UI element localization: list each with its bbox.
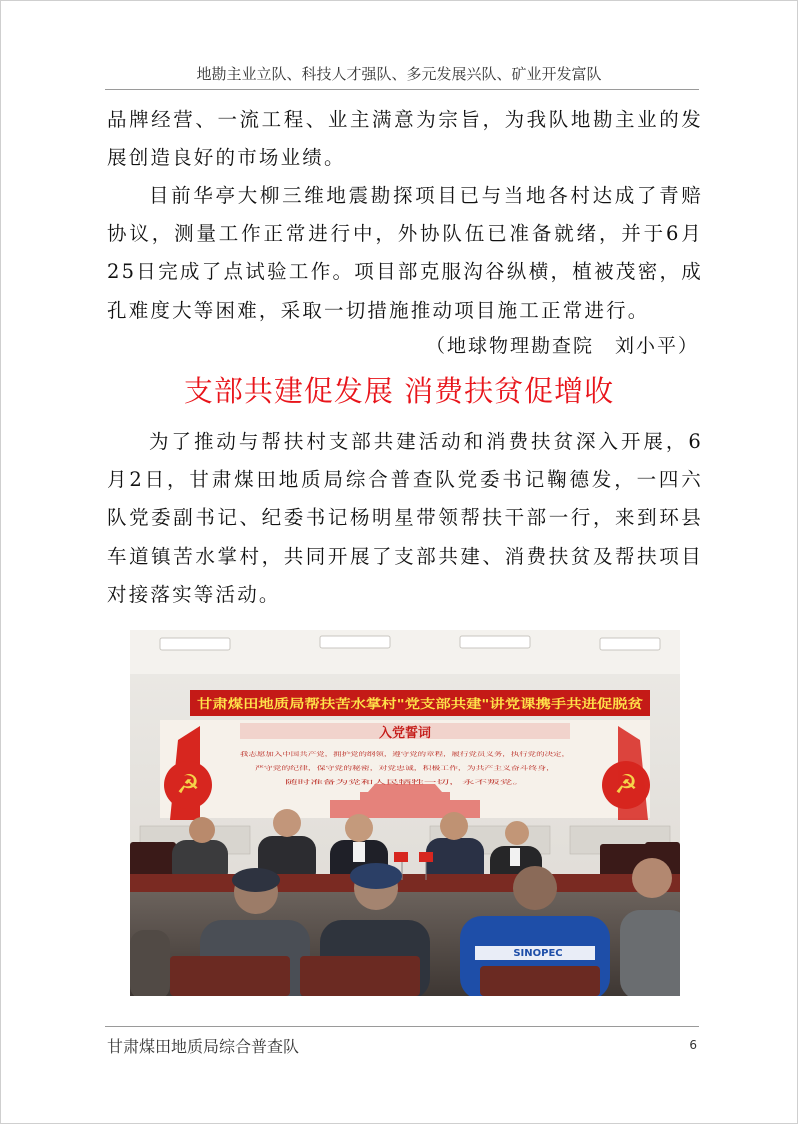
ceiling	[130, 630, 680, 674]
header-divider	[105, 89, 699, 90]
jacket-logo-text: SINOPEC	[513, 948, 563, 959]
svg-text:☭: ☭	[176, 770, 200, 800]
oath-line-2: 严守党的纪律，保守党的秘密，对党忠诚，积极工作，为共产主义奋斗终身，	[255, 766, 446, 772]
footer-divider	[105, 1026, 699, 1027]
paragraph-continuation: 品牌经营、一流工程、业主满意为宗旨，为我队地勘主业的发展创造良好的市场业绩。	[107, 108, 703, 170]
article-credit: （地球物理勘查院 刘小平）	[425, 335, 699, 357]
page-number: 6	[689, 1038, 697, 1052]
oath-board	[160, 720, 650, 820]
article-headline: 支部共建促发展 消费扶贫促增收	[183, 374, 615, 408]
oath-title: 入党誓词	[378, 726, 432, 741]
event-photo	[130, 630, 680, 996]
footer-org: 甘肃煤田地质局综合普查队	[107, 1037, 300, 1056]
paragraph-project-status: 目前华亭大柳三维地震勘探项目已与当地各村达成了青赔协议，测量工作正常进行中，外协队伍已准备就绪，并于6月25日完成了点试验工作。项目部克服沟谷纵横，植被茂密，成孔难度大等困难，采取一切措施推动项目施工正常进行。	[107, 184, 703, 322]
page-header: 地勘主业立队、科技人才强队、多元发展兴队、矿业开发富队	[196, 65, 602, 83]
oath-line-1: 我志愿加入中国共产党，拥护党的纲领，遵守党的章程，履行党员义务，执行党的决定，	[240, 752, 459, 758]
meeting-table	[130, 874, 680, 892]
svg-text:☭: ☭	[614, 770, 638, 800]
paragraph-event: 为了推动与帮扶村支部共建活动和消费扶贫深入开展，6月2日，甘肃煤田地质局综合普查队党委书记鞠德发，一四六队党委副书记、纪委书记杨明星带领帮扶干部一行，来到环县车道镇苦水掌村，共同开展了支部共建、消费扶贫及帮扶项目对接落实等活动。	[107, 430, 703, 606]
led-banner-text: 甘肃煤田地质局帮扶苦水掌村"党支部共建"讲党课携手共进促脱贫	[197, 696, 644, 711]
oath-line-3: 随时准备为党和人民牺牲一切，永不叛党。	[285, 780, 392, 786]
